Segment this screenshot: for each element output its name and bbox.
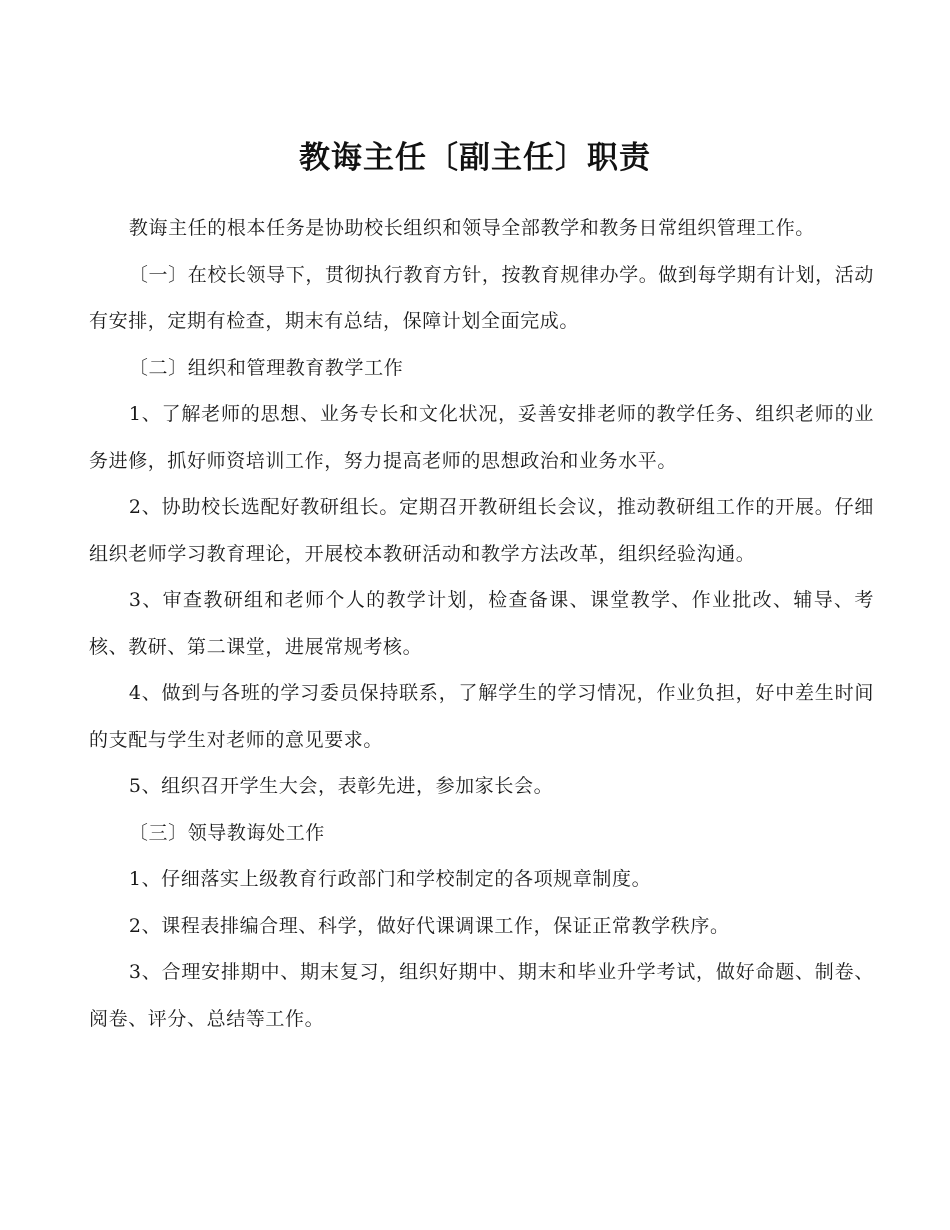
section-2-item-5: 5、组织召开学生大会，表彰先进，参加家长会。 xyxy=(128,775,554,797)
section-2-item-1: 1、了解老师的思想、业务专长和文化状况，妥善安排老师的教学任务、组织老师的业务进修，抓好师资培训工作，努力提高老师的思想政治和业务水平。 xyxy=(89,403,874,472)
section-2-item-2: 2、协助校长选配好教研组长。定期召开教研组长会议，推动教研组工作的开展。仔细组织老师学习教育理论，开展校本教研活动和教学方法改革，组织经验沟通。 xyxy=(89,496,874,565)
section-2-item-3: 3、审查教研组和老师个人的教学计划，检查备课、课堂教学、作业批改、辅导、考核、教研、第二课堂，进展常规考核。 xyxy=(89,589,874,658)
section-3-item-3: 3、合理安排期中、期末复习，组织好期中、期末和毕业升学考试，做好命题、制卷、阅卷、评分、总结等工作。 xyxy=(89,961,874,1030)
section-3-item-2: 2、课程表排编合理、科学，做好代课调课工作，保证正常教学秩序。 xyxy=(128,914,730,937)
section-1-paragraph: 〔一〕在校长领导下，贯彻执行教育方针，按教育规律办学。做到每学期有计划，活动有安排，定期有检查，期末有总结，保障计划全面完成。 xyxy=(89,263,874,332)
section-3-heading: 〔三〕领导教诲处工作 xyxy=(128,821,325,844)
section-2-item-4: 4、做到与各班的学习委员保持联系，了解学生的学习情况，作业负担，好中差生时间的支配与学生对老师的意见要求。 xyxy=(89,682,874,751)
document-body xyxy=(89,205,874,1042)
intro-paragraph: 教诲主任的根本任务是协助校长组织和领导全部教学和教务日常组织管理工作。 xyxy=(128,217,815,239)
section-2-heading: 〔二〕组织和管理教育教学工作 xyxy=(128,356,404,379)
section-3-item-1: 1、仔细落实上级教育行政部门和学校制定的各项规章制度。 xyxy=(128,868,652,890)
document-title: 教诲主任〔副主任〕职责 xyxy=(299,140,651,176)
